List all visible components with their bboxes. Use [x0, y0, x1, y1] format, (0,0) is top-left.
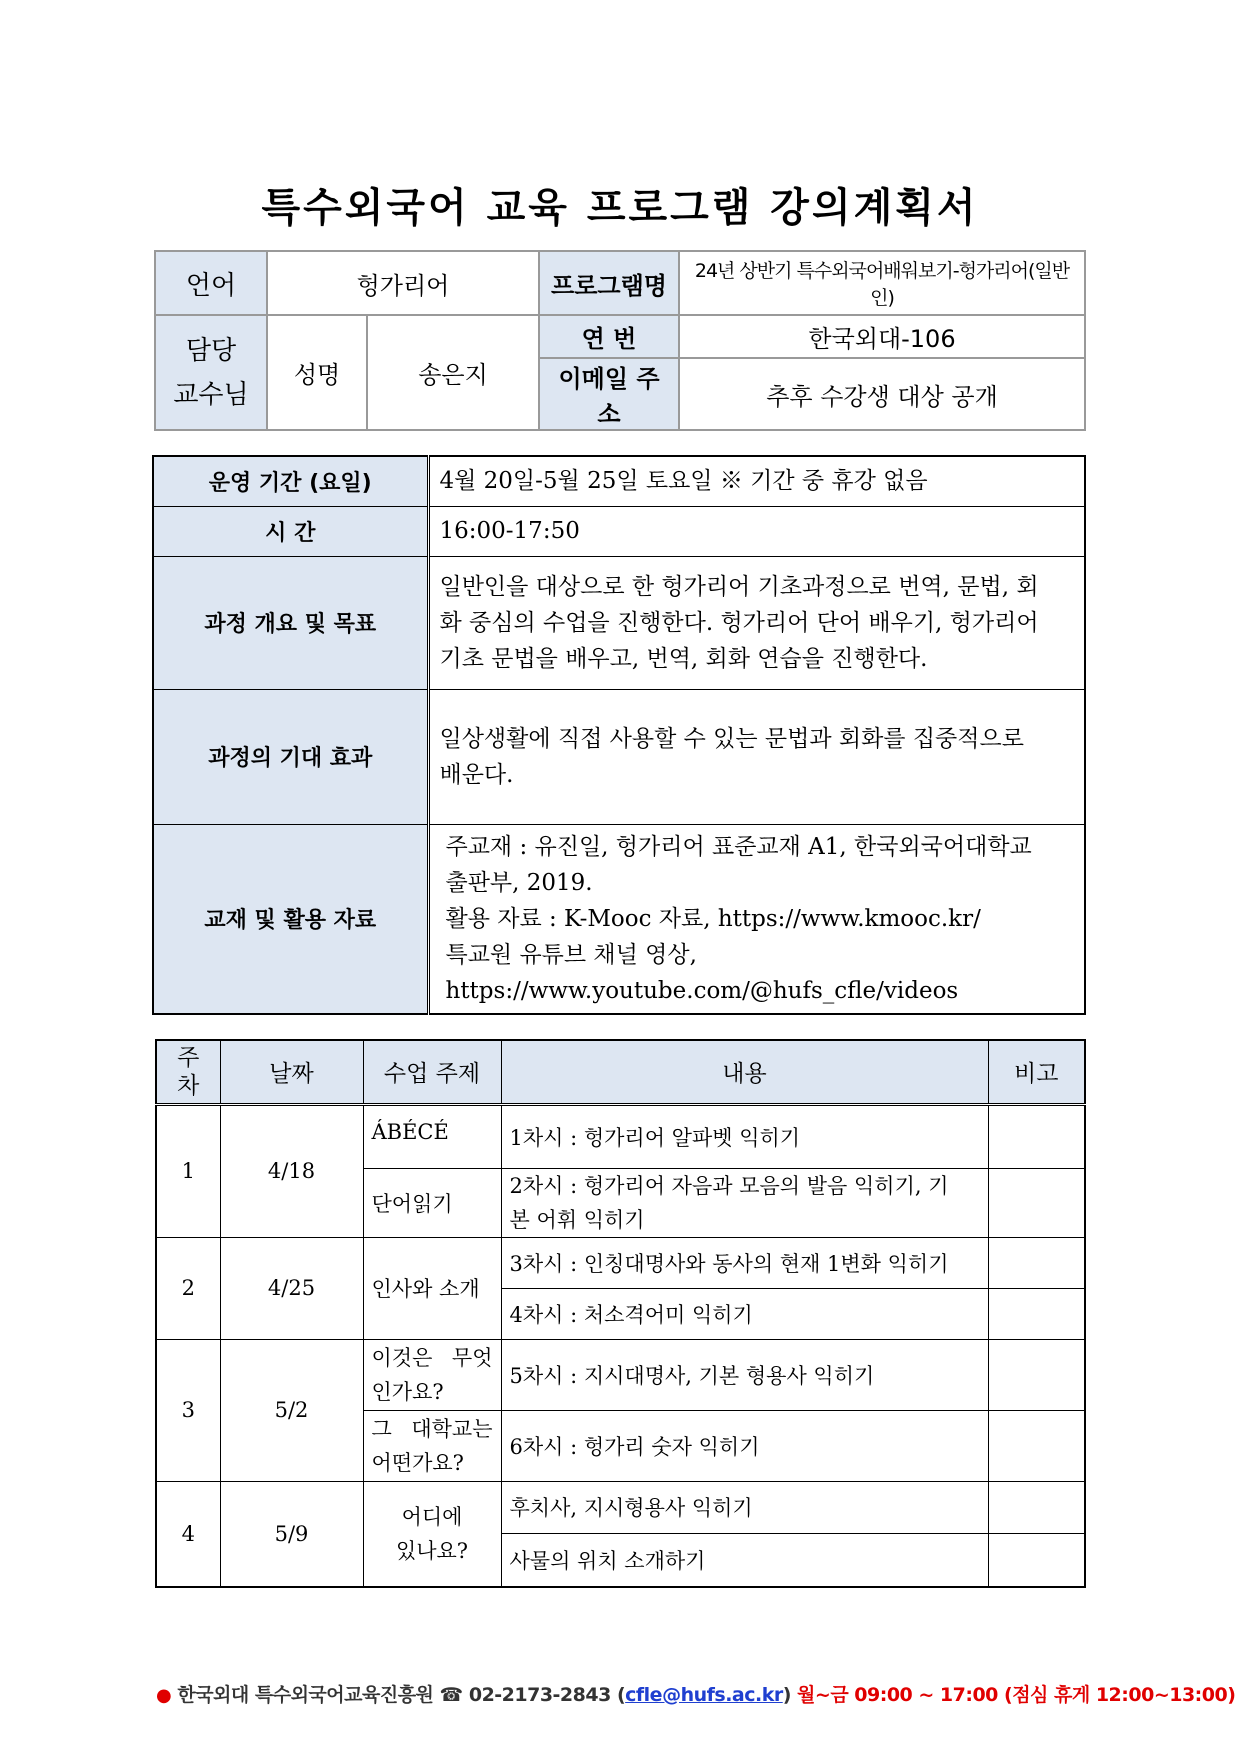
topic-cell: 인사와 소개	[363, 1237, 501, 1339]
content-header: 내용	[501, 1040, 988, 1104]
footer-email-link[interactable]: cfle@hufs.ac.kr	[625, 1684, 783, 1706]
week-number: 2	[156, 1237, 220, 1339]
material-line: https://www.youtube.com/@hufs_cfle/videos	[445, 977, 959, 1004]
effect-text	[428, 689, 1085, 824]
week-date: 5/2	[220, 1339, 363, 1481]
date-header: 날짜	[220, 1040, 363, 1104]
note-cell	[988, 1481, 1085, 1533]
topic-cell: 단어읽기	[363, 1168, 501, 1237]
phone-icon: ☎	[439, 1684, 463, 1706]
material-line: 출판부, 2019.	[445, 869, 593, 896]
content-line: 본 어휘 익히기	[509, 1207, 645, 1232]
effect-line: 배운다.	[439, 761, 514, 788]
program-label: 프로그램명	[539, 251, 679, 315]
content-cell: 1차시 : 헝가리어 알파벳 익히기	[501, 1104, 988, 1168]
email-label: 이메일 주소	[539, 358, 679, 430]
topic-line: 어디에	[401, 1504, 463, 1529]
bullet-dot-icon: ●	[156, 1685, 172, 1706]
time-label: 시 간	[153, 506, 428, 556]
footer: ● 한국외대 특수외국어교육진흥원 ☎ 02-2173-2843 (cfle@hufs.ac.kr) 월~금 09:00 ~ 17:00 (점심 휴게 12:00~13:00)	[156, 1684, 1236, 1706]
topic-header: 수업 주제	[363, 1040, 501, 1104]
content-cell	[501, 1168, 988, 1237]
week-header	[156, 1040, 220, 1104]
material-line: 활용 자료 : K-Mooc 자료, https://www.kmooc.kr/	[445, 905, 981, 932]
code-label: 연 번	[539, 315, 679, 358]
note-cell	[988, 1104, 1085, 1168]
note-cell	[988, 1288, 1085, 1339]
goal-line: 화 중심의 수업을 진행한다. 헝가리어 단어 배우기, 헝가리어	[439, 609, 1039, 636]
week-date: 4/25	[220, 1237, 363, 1339]
topic-line: 그 대학교는	[371, 1416, 493, 1441]
week-number: 1	[156, 1104, 220, 1237]
effect-line: 일상생활에 직접 사용할 수 있는 문법과 회화를 집중적으로	[439, 725, 1024, 752]
note-header: 비고	[988, 1040, 1085, 1104]
note-cell	[988, 1168, 1085, 1237]
material-text	[428, 824, 1085, 1014]
goal-text	[428, 556, 1085, 689]
material-label: 교재 및 활용 자료	[153, 824, 428, 1014]
program-value: 24년 상반기 특수외국어배워보기-헝가리어(일반인)	[679, 251, 1085, 315]
overview-table	[152, 455, 1086, 1015]
topic-line: 어떤가요?	[371, 1450, 464, 1475]
period-value: 4월 20일-5월 25일 토요일 ※ 기간 중 휴강 없음	[428, 456, 1085, 506]
page-title: 특수외국어 교육 프로그램 강의계획서	[261, 185, 979, 231]
language-value: 헝가리어	[267, 251, 539, 315]
professor-label-line2: 교수님	[173, 379, 249, 410]
footer-phone: 02-2173-2843	[468, 1684, 611, 1706]
time-value: 16:00-17:50	[428, 506, 1085, 556]
note-cell	[988, 1237, 1085, 1288]
footer-hours: 월~금 09:00 ~ 17:00 (점심 휴게 12:00~13:00)	[797, 1684, 1236, 1706]
content-cell: 5차시 : 지시대명사, 기본 형용사 익히기	[501, 1339, 988, 1410]
content-cell: 사물의 위치 소개하기	[501, 1533, 988, 1587]
content-cell: 4차시 : 처소격어미 익히기	[501, 1288, 988, 1339]
topic-cell	[363, 1339, 501, 1410]
week-header-1: 주	[177, 1044, 200, 1071]
material-line: 주교재 : 유진일, 헝가리어 표준교재 A1, 한국외국어대학교	[445, 833, 1032, 860]
note-cell	[988, 1533, 1085, 1587]
week-number: 4	[156, 1481, 220, 1587]
note-cell	[988, 1410, 1085, 1481]
period-label: 운영 기간 (요일)	[153, 456, 428, 506]
code-value: 한국외대-106	[679, 315, 1085, 358]
content-cell: 후치사, 지시형용사 익히기	[501, 1481, 988, 1533]
week-header-2: 차	[177, 1072, 200, 1099]
language-label: 언어	[155, 251, 267, 315]
info-table	[154, 250, 1086, 431]
name-value: 송은지	[367, 315, 539, 430]
topic-line: 이것은 무엇	[371, 1345, 493, 1370]
note-cell	[988, 1339, 1085, 1410]
name-label: 성명	[267, 315, 367, 430]
professor-label	[155, 315, 267, 430]
topic-cell	[363, 1410, 501, 1481]
material-line: 특교원 유튜브 채널 영상,	[445, 941, 697, 968]
week-date: 5/9	[220, 1481, 363, 1587]
week-number: 3	[156, 1339, 220, 1481]
professor-label-line1: 담당	[185, 335, 237, 366]
topic-line: 있나요?	[395, 1538, 469, 1563]
goal-line: 일반인을 대상으로 한 헝가리어 기초과정으로 번역, 문법, 회	[439, 573, 1039, 600]
email-value: 추후 수강생 대상 공개	[679, 358, 1085, 430]
topic-line: 인가요?	[371, 1379, 444, 1404]
topic-cell	[363, 1481, 501, 1587]
footer-org: 한국외대 특수외국어교육진흥원	[177, 1684, 434, 1706]
content-cell: 6차시 : 헝가리 숫자 익히기	[501, 1410, 988, 1481]
content-cell: 3차시 : 인칭대명사와 동사의 현재 1변화 익히기	[501, 1237, 988, 1288]
week-date: 4/18	[220, 1104, 363, 1237]
effect-label: 과정의 기대 효과	[153, 689, 428, 824]
goal-label: 과정 개요 및 목표	[153, 556, 428, 689]
goal-line: 기초 문법을 배우고, 번역, 회화 연습을 진행한다.	[439, 645, 928, 672]
content-line: 2차시 : 헝가리어 자음과 모음의 발음 익히기, 기	[509, 1173, 949, 1198]
schedule-table	[155, 1039, 1086, 1588]
topic-cell: ÁBÉCÉ	[363, 1104, 501, 1168]
